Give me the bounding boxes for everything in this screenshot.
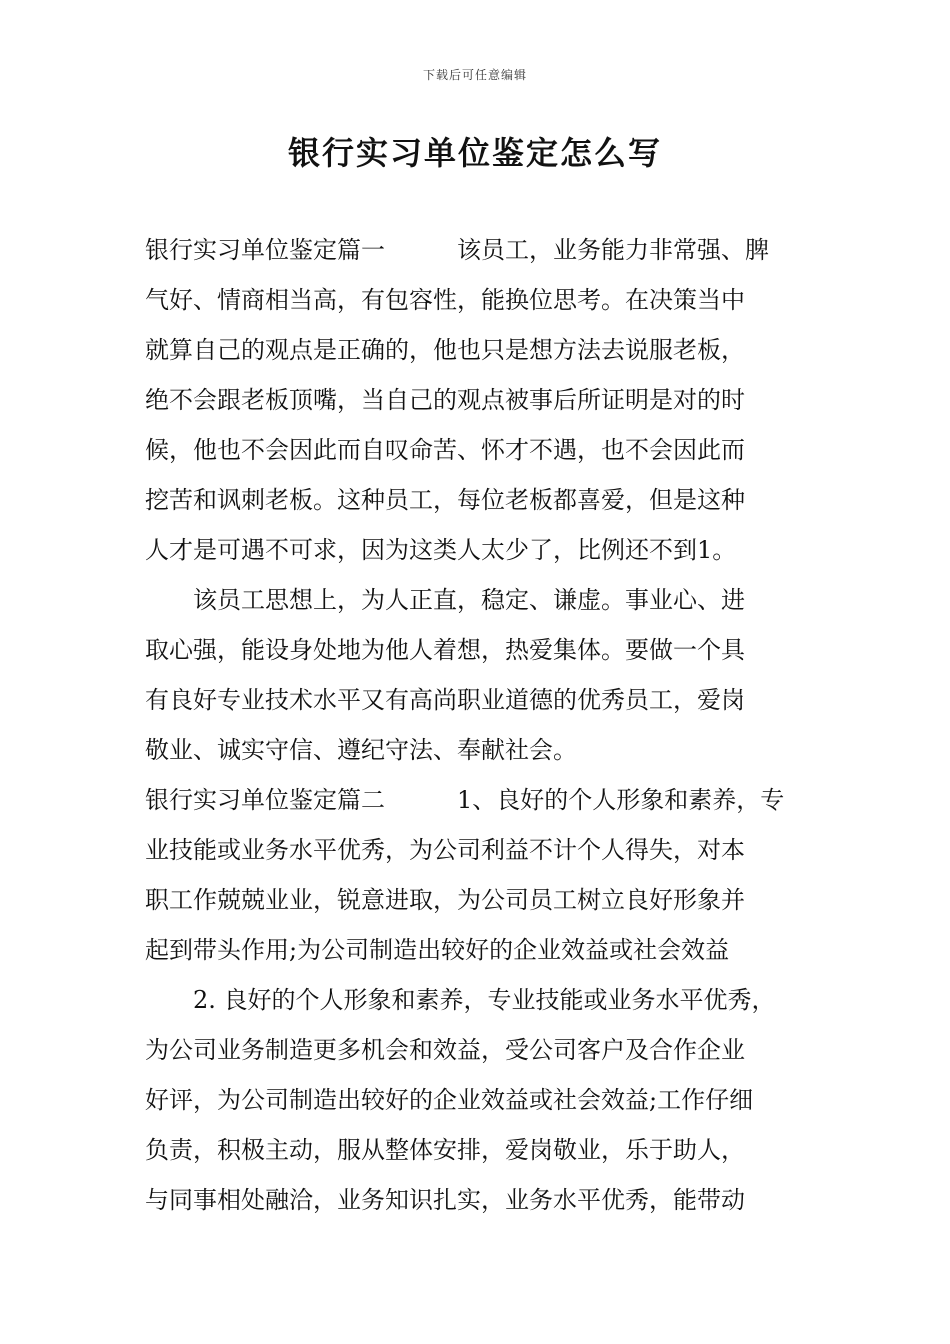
body-line: 业技能或业务水平优秀，为公司利益不计个人得失，对本 — [145, 836, 745, 864]
body-line: 有良好专业技术水平又有高尚职业道德的优秀员工，爱岗 — [145, 686, 745, 714]
body-line: 气好、情商相当高，有包容性，能换位思考。在决策当中 — [145, 286, 745, 314]
body-line: 就算自己的观点是正确的，他也只是想方法去说服老板， — [145, 336, 745, 364]
body-line: 银行实习单位鉴定篇一 该员工，业务能力非常强、脾 — [145, 236, 769, 264]
body-line: 该员工思想上，为人正直，稳定、谦虚。事业心、进 — [145, 586, 745, 614]
body-line: 银行实习单位鉴定篇二 1、良好的个人形象和素养，专 — [145, 786, 785, 814]
body-line: 负责，积极主动，服从整体安排，爱岗敬业，乐于助人， — [145, 1136, 745, 1164]
body-line: 人才是可遇不可求，因为这类人太少了，比例还不到1。 — [145, 536, 737, 564]
body-line: 起到带头作用;为公司制造出较好的企业效益或社会效益 — [145, 936, 730, 964]
body-line: 好评，为公司制造出较好的企业效益或社会效益;工作仔细 — [145, 1086, 754, 1114]
body-line: 候，他也不会因此而自叹命苦、怀才不遇，也不会因此而 — [145, 436, 745, 464]
body-line: 为公司业务制造更多机会和效益，受公司客户及合作企业 — [145, 1036, 745, 1064]
body-line: 敬业、诚实守信、遵纪守法、奉献社会。 — [145, 736, 577, 764]
body-line: 职工作兢兢业业，锐意进取，为公司员工树立良好形象并 — [145, 886, 745, 914]
body-line: 2. 良好的个人形象和素养，专业技能或业务水平优秀， — [145, 986, 776, 1014]
body-line: 挖苦和讽刺老板。这种员工，每位老板都喜爱，但是这种 — [145, 486, 745, 514]
page-header-note: 下载后可任意编辑 — [422, 68, 527, 82]
document-body — [145, 225, 810, 1225]
document-title: 银行实习单位鉴定怎么写 — [287, 134, 662, 172]
body-line: 取心强，能设身处地为他人着想，热爱集体。要做一个具 — [145, 636, 745, 664]
body-line: 绝不会跟老板顶嘴，当自己的观点被事后所证明是对的时 — [145, 386, 745, 414]
body-line: 与同事相处融洽，业务知识扎实，业务水平优秀，能带动 — [145, 1186, 745, 1214]
